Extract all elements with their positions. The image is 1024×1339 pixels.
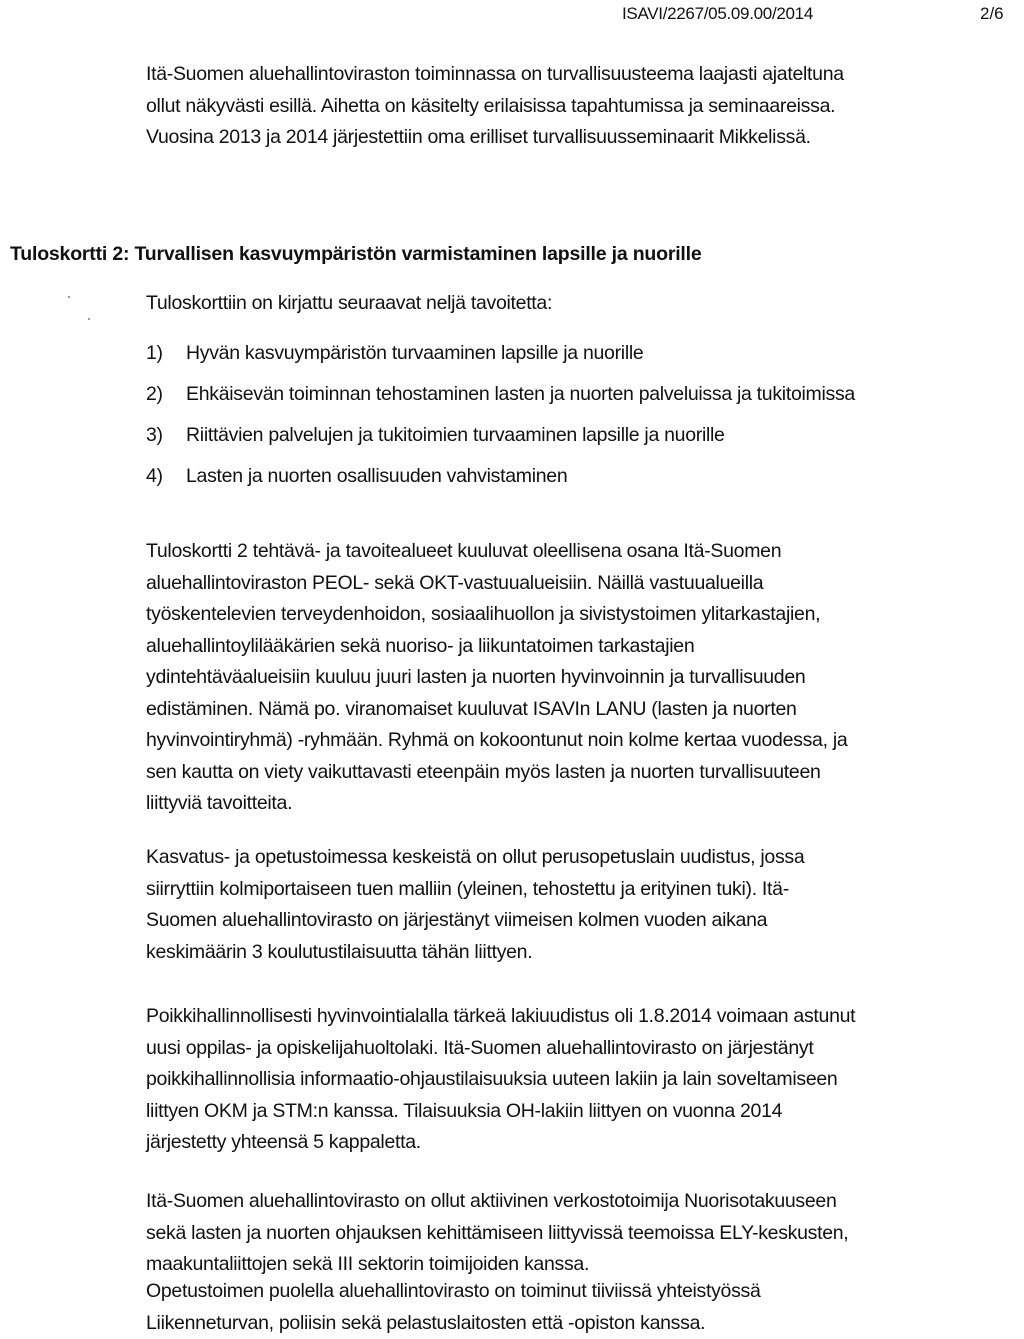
text-line: liittyen OKM ja STM:n kanssa. Tilaisuuksia OH-lakiin liittyen on vuonna 2014 bbox=[146, 1096, 1016, 1128]
document-reference: ISAVI/2267/05.09.00/2014 bbox=[622, 4, 813, 24]
goal-number: 3) bbox=[146, 424, 186, 447]
intro-paragraph bbox=[146, 59, 1016, 154]
goal-text: Hyvän kasvuympäristön turvaaminen lapsille ja nuorille bbox=[186, 342, 643, 364]
text-line: Liikenneturvan, poliisin sekä pelastuslaitosten että -opiston kanssa. bbox=[146, 1308, 1016, 1339]
text-line: työskentelevien terveydenhoidon, sosiaalihuollon ja sivistystoimen ylitarkastajien, bbox=[146, 599, 1016, 631]
body-paragraph bbox=[146, 1276, 1016, 1339]
text-line: Itä-Suomen aluehallintovirasto on ollut aktiivinen verkostotoimija Nuorisotakuuseen bbox=[146, 1186, 1016, 1218]
body-paragraph bbox=[146, 1186, 1016, 1281]
body-paragraph bbox=[146, 1001, 1016, 1159]
text-line: Poikkihallinnollisesti hyvinvointialalla tärkeä lakiuudistus oli 1.8.2014 voimaan astunut bbox=[146, 1001, 1016, 1033]
text-line: Suomen aluehallintovirasto on järjestänyt viimeisen kolmen vuoden aikana bbox=[146, 905, 1016, 937]
text-line: liittyviä tavoitteita. bbox=[146, 788, 1016, 820]
text-line: aluehallintoylilääkärien sekä nuoriso- ja liikuntatoimen tarkastajien bbox=[146, 631, 1016, 663]
goal-number: 4) bbox=[146, 465, 186, 488]
text-line: sen kautta on viety vaikuttavasti eteenpäin myös lasten ja nuorten turvallisuuteen bbox=[146, 757, 1016, 789]
text-line: siirryttiin kolmiportaiseen tuen malliin (yleinen, tehostettu ja erityinen tuki). Itä- bbox=[146, 874, 1016, 906]
text-line: järjestetty yhteensä 5 kappaletta. bbox=[146, 1127, 1016, 1159]
text-line: maakuntaliittojen sekä III sektorin toimijoiden kanssa. bbox=[146, 1249, 1016, 1281]
goal-item bbox=[146, 342, 643, 365]
goal-text: Lasten ja nuorten osallisuuden vahvistaminen bbox=[186, 465, 567, 487]
goal-item bbox=[146, 465, 567, 488]
page-header bbox=[0, 4, 1024, 28]
body-paragraph bbox=[146, 536, 1016, 820]
text-line: uusi oppilas- ja opiskelijahuoltolaki. Itä-Suomen aluehallintovirasto on järjestänyt bbox=[146, 1033, 1016, 1065]
text-line: Opetustoimen puolella aluehallintovirasto on toiminut tiiviissä yhteistyössä bbox=[146, 1276, 1016, 1308]
text-line: ollut näkyvästi esillä. Aihetta on käsitelty erilaisissa tapahtumissa ja seminaareissa. bbox=[146, 91, 1016, 123]
text-line: ydintehtäväalueisiin kuuluu juuri lasten ja nuorten hyvinvoinnin ja turvallisuuden bbox=[146, 662, 1016, 694]
text-line: keskimäärin 3 koulutustilaisuutta tähän liittyen. bbox=[146, 937, 1016, 969]
text-line: Itä-Suomen aluehallintoviraston toiminnassa on turvallisuusteema laajasti ajateltuna bbox=[146, 59, 1016, 91]
text-line: hyvinvointiryhmä) -ryhmään. Ryhmä on kokoontunut noin kolme kertaa vuodessa, ja bbox=[146, 725, 1016, 757]
scan-speck bbox=[68, 296, 70, 298]
text-line: poikkihallinnollisia informaatio-ohjaustilaisuuksia uuteen lakiin ja lain soveltamiseen bbox=[146, 1064, 1016, 1096]
text-line: Vuosina 2013 ja 2014 järjestettiin oma erilliset turvallisuusseminaarit Mikkelissä. bbox=[146, 122, 1016, 154]
text-line: Tuloskortti 2 tehtävä- ja tavoitealueet kuuluvat oleellisena osana Itä-Suomen bbox=[146, 536, 1016, 568]
goals-intro: Tuloskorttiin on kirjattu seuraavat neljä tavoitetta: bbox=[146, 292, 552, 315]
text-line: sekä lasten ja nuorten ohjauksen kehittämiseen liittyvissä teemoissa ELY-keskusten, bbox=[146, 1218, 1016, 1250]
body-paragraph bbox=[146, 842, 1016, 968]
goal-item bbox=[146, 424, 725, 447]
goal-text: Ehkäisevän toiminnan tehostaminen lasten ja nuorten palveluissa ja tukitoimissa bbox=[186, 383, 855, 405]
text-line: aluehallintoviraston PEOL- sekä OKT-vastuualueisiin. Näillä vastuualueilla bbox=[146, 568, 1016, 600]
goal-number: 2) bbox=[146, 383, 186, 406]
text-line: edistäminen. Nämä po. viranomaiset kuuluvat ISAVIn LANU (lasten ja nuorten bbox=[146, 694, 1016, 726]
goal-item bbox=[146, 383, 855, 406]
scan-speck bbox=[88, 318, 90, 320]
goal-number: 1) bbox=[146, 342, 186, 365]
page-number: 2/6 bbox=[980, 4, 1004, 24]
section-heading: Tuloskortti 2: Turvallisen kasvuympäristön varmistaminen lapsille ja nuorille bbox=[10, 243, 1010, 266]
goal-text: Riittävien palvelujen ja tukitoimien turvaaminen lapsille ja nuorille bbox=[186, 424, 725, 446]
text-line: Kasvatus- ja opetustoimessa keskeistä on ollut perusopetuslain uudistus, jossa bbox=[146, 842, 1016, 874]
